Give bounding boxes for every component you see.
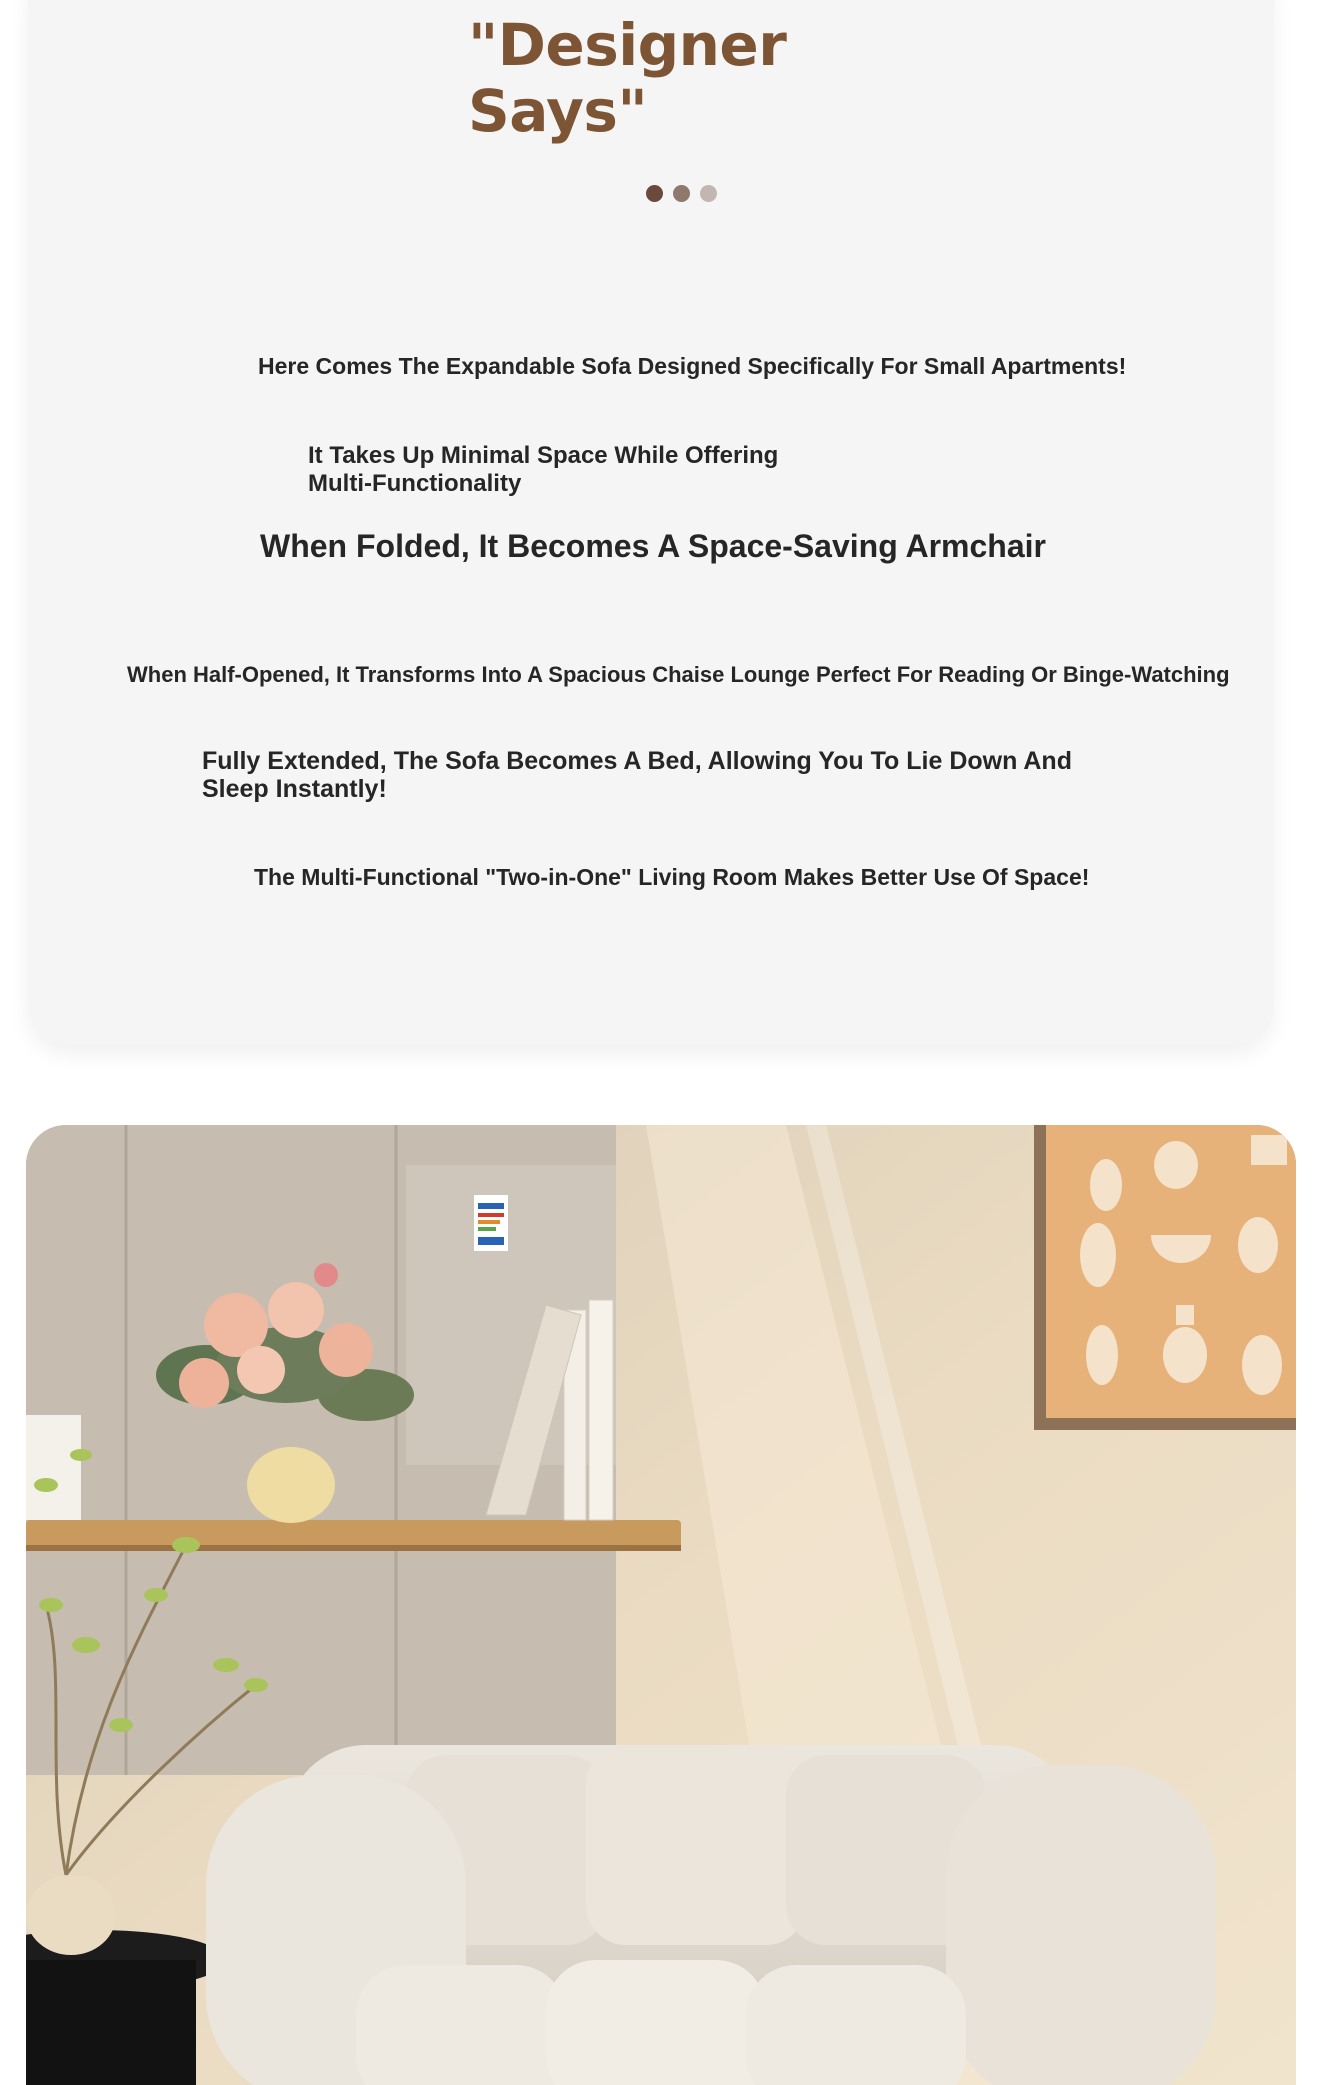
carousel-dot-2[interactable] (673, 185, 690, 202)
designer-says-card (28, 0, 1274, 1045)
carousel-dot-3[interactable] (700, 185, 717, 202)
carousel-dots (646, 185, 717, 202)
feature-small-apartments: Here Comes The Expandable Sofa Designed Specifically For Small Apartments! (258, 353, 1127, 379)
feature-minimal-space-line-2: Multi-Functionality (308, 470, 522, 497)
designer-says-title (468, 12, 786, 144)
carousel-dot-1[interactable] (646, 185, 663, 202)
feature-bed-line-1: Fully Extended, The Sofa Becomes A Bed, Allowing You To Lie Down And (202, 747, 1072, 775)
feature-half-opened-chaise: When Half-Opened, It Transforms Into A Spacious Chaise Lounge Perfect For Reading Or Binge-Watching (127, 662, 1230, 687)
feature-minimal-space-line-1: It Takes Up Minimal Space While Offering (308, 442, 779, 469)
feature-two-in-one: The Multi-Functional "Two-in-One" Living Room Makes Better Use Of Space! (254, 864, 1090, 890)
vase (247, 1447, 335, 1523)
sofa (206, 1745, 1216, 2085)
feature-bed-line-2: Sleep Instantly! (202, 775, 387, 803)
living-room-photo (26, 1125, 1296, 2085)
title-line-1: "Designer (468, 11, 787, 79)
feature-folded-armchair: When Folded, It Becomes A Space-Saving Armchair (260, 528, 1046, 564)
title-line-2: Says" (468, 77, 648, 145)
